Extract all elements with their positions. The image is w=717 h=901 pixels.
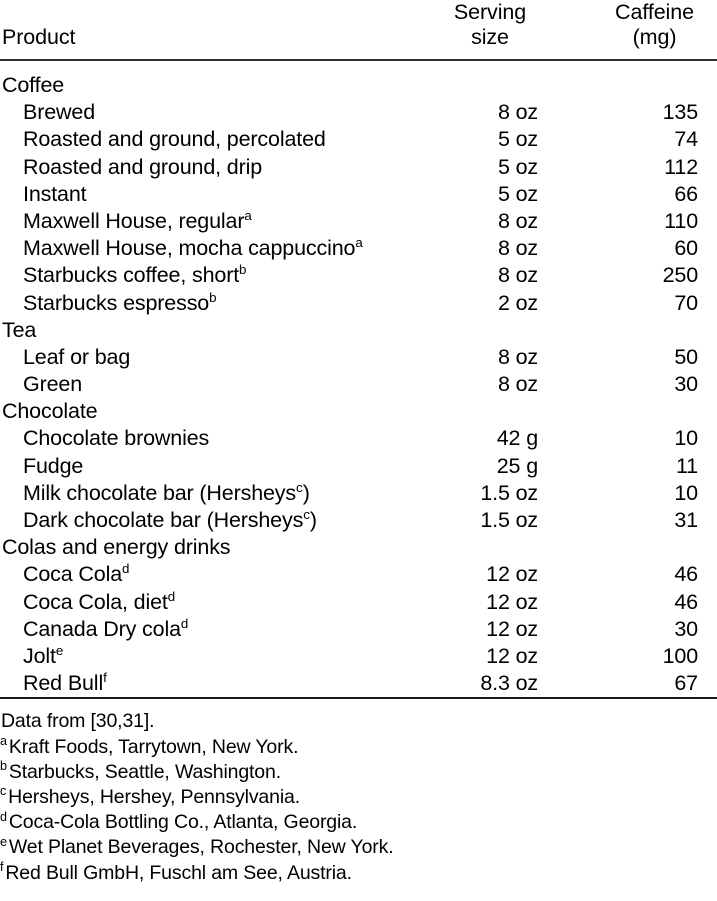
cell-product: Red Bull$^f$	[23, 669, 107, 696]
table-group-row	[0, 398, 717, 425]
footnote-marker: c	[0, 784, 7, 799]
cell-serving-size: 42 g	[496, 426, 538, 451]
cell-product: Maxwell House, regular$^a$	[23, 207, 252, 233]
cell-serving-size: 12 oz	[486, 589, 538, 614]
column-header-caffeine-line2: (mg)	[632, 25, 677, 49]
footnote	[0, 835, 717, 860]
table-row	[0, 589, 717, 616]
cell-product: Fudge	[23, 453, 84, 478]
cell-caffeine-mg: 100	[662, 643, 698, 668]
footnote-marker: a	[244, 207, 252, 223]
cell-caffeine-mg: 31	[674, 508, 698, 532]
table-row	[0, 235, 717, 262]
cell-product: Chocolate brownies	[23, 426, 210, 451]
cell-serving-size: 8.3 oz	[480, 671, 538, 696]
cell-caffeine-mg: 10	[674, 426, 698, 451]
cell-caffeine-mg: 110	[664, 208, 698, 233]
table-group-row	[0, 72, 717, 99]
cell-product: Roasted and ground, drip	[23, 154, 263, 179]
column-header-serving-size	[440, 0, 540, 50]
cell-product: Starbucks espresso$^b$	[23, 289, 217, 315]
group-label: Chocolate	[2, 399, 98, 424]
cell-serving-size: 5 oz	[497, 127, 538, 152]
cell-product-suffix: )	[302, 480, 310, 505]
table-row	[0, 480, 717, 507]
cell-caffeine-mg: 135	[662, 100, 698, 125]
table-group-row	[0, 534, 717, 561]
table-row	[0, 344, 717, 371]
cell-caffeine-mg: 30	[674, 372, 698, 397]
footnote-marker: b	[0, 759, 7, 774]
cell-serving-size: 5 oz	[497, 154, 538, 179]
column-header-serving-size-line1: Serving	[453, 0, 527, 24]
table-row	[0, 670, 717, 697]
footnote-marker: d	[0, 809, 7, 824]
table-group-row	[0, 317, 717, 344]
cell-caffeine-mg: 66	[674, 181, 698, 206]
cell-product: Leaf or bag	[23, 344, 131, 369]
column-header-caffeine	[592, 0, 717, 50]
table-row	[0, 616, 717, 643]
cell-product: Canada Dry cola$^d$	[23, 615, 189, 641]
cell-serving-size: 25 g	[496, 453, 538, 478]
cell-product: Brewed	[23, 100, 95, 125]
cell-product: Starbucks coffee, short$^b$	[23, 262, 247, 288]
cell-product: Milk chocolate bar (Hersheys$^c$)	[23, 479, 310, 505]
cell-product: Coca Cola$^d$	[23, 561, 130, 587]
cell-product-suffix: )	[309, 508, 317, 532]
table-row	[0, 290, 717, 317]
footnote	[0, 709, 717, 734]
cell-caffeine-mg: 10	[674, 480, 698, 505]
footnote	[0, 785, 717, 810]
cell-serving-size: 12 oz	[486, 643, 538, 668]
footnote-marker: d	[167, 588, 176, 604]
cell-product: Coca Cola, diet$^d$	[23, 588, 176, 614]
table-body	[0, 61, 717, 697]
cell-caffeine-mg: 46	[674, 589, 698, 614]
cell-serving-size: 8 oz	[497, 372, 538, 397]
cell-serving-size: 2 oz	[497, 290, 538, 315]
cell-caffeine-mg: 60	[674, 236, 698, 261]
footnote	[0, 735, 717, 760]
footnote-marker: b	[209, 289, 217, 305]
cell-serving-size: 8 oz	[497, 263, 538, 288]
footnote-text: Coca-Cola Bottling Co., Atlanta, Georgia.	[8, 811, 358, 834]
footnote-text: Hersheys, Hershey, Pennsylvania.	[8, 785, 300, 808]
cell-caffeine-mg: 30	[674, 616, 698, 641]
cell-caffeine-mg: 74	[674, 127, 698, 152]
cell-caffeine-mg: 67	[674, 671, 698, 696]
table-row	[0, 99, 717, 126]
footnote-marker: a	[0, 734, 7, 749]
footnote-marker: c	[296, 479, 303, 495]
table-row	[0, 126, 717, 153]
cell-caffeine-mg: 70	[674, 290, 698, 315]
table-row	[0, 181, 717, 208]
footnote-marker: a	[355, 234, 363, 250]
cell-serving-size: 8 oz	[497, 344, 538, 369]
footnote-text: Data from [30,31].	[1, 710, 155, 733]
group-label: Tea	[2, 317, 37, 342]
column-header-serving-size-line2: size	[471, 25, 509, 49]
cell-serving-size: 5 oz	[497, 181, 538, 206]
cell-product: Jolt$^e$	[23, 642, 64, 668]
footnote	[0, 810, 717, 835]
footnote-text: Starbucks, Seattle, Washington.	[8, 760, 281, 783]
table-row	[0, 425, 717, 452]
table-header	[0, 0, 717, 59]
cell-caffeine-mg: 11	[675, 453, 698, 478]
cell-caffeine-mg: 50	[674, 344, 698, 369]
footnote	[0, 861, 717, 886]
footnote-text: Wet Planet Beverages, Rochester, New York.	[8, 836, 394, 859]
table-row	[0, 154, 717, 181]
cell-serving-size: 8 oz	[497, 100, 538, 125]
cell-caffeine-mg: 46	[674, 562, 698, 587]
table-footnotes	[0, 699, 717, 885]
cell-serving-size: 8 oz	[497, 236, 538, 261]
column-header-caffeine-line1: Caffeine	[615, 0, 694, 24]
table-row	[0, 262, 717, 289]
cell-serving-size: 8 oz	[497, 208, 538, 233]
table-row	[0, 507, 717, 534]
cell-product: Instant	[23, 181, 87, 206]
cell-serving-size: 1.5 oz	[480, 508, 538, 532]
footnote-marker: c	[303, 506, 310, 522]
cell-product: Roasted and ground, percolated	[23, 127, 326, 152]
cell-serving-size: 12 oz	[486, 562, 538, 587]
cell-caffeine-mg: 112	[664, 154, 698, 179]
footnote-marker: f	[103, 669, 107, 685]
cell-product: Dark chocolate bar (Hersheys$^c$)	[23, 506, 317, 532]
footnote-text: Red Bull GmbH, Fuschl am See, Austria.	[5, 861, 352, 884]
cell-caffeine-mg: 250	[662, 263, 698, 288]
table-row	[0, 453, 717, 480]
group-label: Coffee	[2, 73, 65, 97]
footnote-marker: f	[0, 860, 4, 875]
table-row	[0, 208, 717, 235]
footnote	[0, 760, 717, 785]
footnote-marker: d	[122, 561, 130, 577]
cell-serving-size: 12 oz	[486, 616, 538, 641]
footnote-marker: d	[180, 615, 189, 631]
footnote-marker: e	[0, 834, 7, 849]
column-header-product: Product	[2, 25, 76, 49]
cell-serving-size: 1.5 oz	[480, 480, 538, 505]
footnote-text: Kraft Foods, Tarrytown, New York.	[8, 735, 299, 758]
table-row	[0, 371, 717, 398]
table-row	[0, 561, 717, 588]
footnote-marker: b	[239, 262, 247, 278]
group-label: Colas and energy drinks	[2, 535, 231, 560]
cell-product: Green	[23, 372, 83, 397]
table-row	[0, 643, 717, 670]
cell-product: Maxwell House, mocha cappuccino$^a$	[23, 234, 363, 261]
footnote-marker: e	[55, 642, 64, 658]
